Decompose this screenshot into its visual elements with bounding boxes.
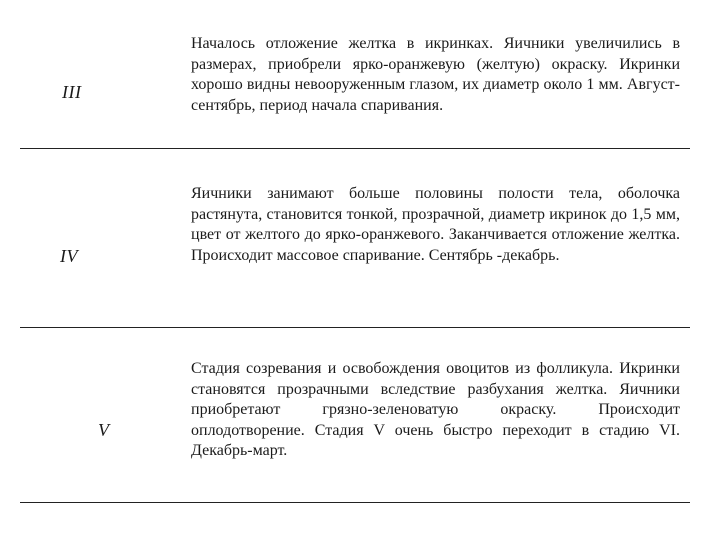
stage-description-iv: Яичники занимают больше половины полости тела, оболочка растянута, становится тонкой, прозрачной, диаметр икринок до 1,5 мм, цвет от желтого до ярко-оранжевого. Заканчивается отложение желтка. Происходит массовое спаривание. Сентябрь -декабрь.	[191, 185, 680, 264]
stage-description-v: Стадия созревания и освобождения овоцитов из фолликула. Икринки становятся прозрачными вследствие разбухания желтка. Яичники приобретают грязно-зеленоватую окраску. Происходит оплодотворение. Стадия V очень быстро переходит в стадию VI. Декабрь-март.	[191, 360, 680, 459]
row-divider	[20, 502, 690, 503]
stage-numeral-iv: IV	[60, 246, 78, 266]
row-divider	[20, 327, 690, 328]
stage-numeral-iii: III	[62, 82, 82, 102]
row-divider	[20, 148, 690, 149]
stage-numeral-v: V	[98, 420, 110, 440]
stage-description-iii: Началось отложение желтка в икринках. Яичники увеличились в размерах, приобрели ярко-оранжевую (желтую) окраску. Икринки хорошо видны невооруженным глазом, их диаметр около 1 мм. Август-сентябрь, период начала спаривания.	[191, 35, 680, 114]
